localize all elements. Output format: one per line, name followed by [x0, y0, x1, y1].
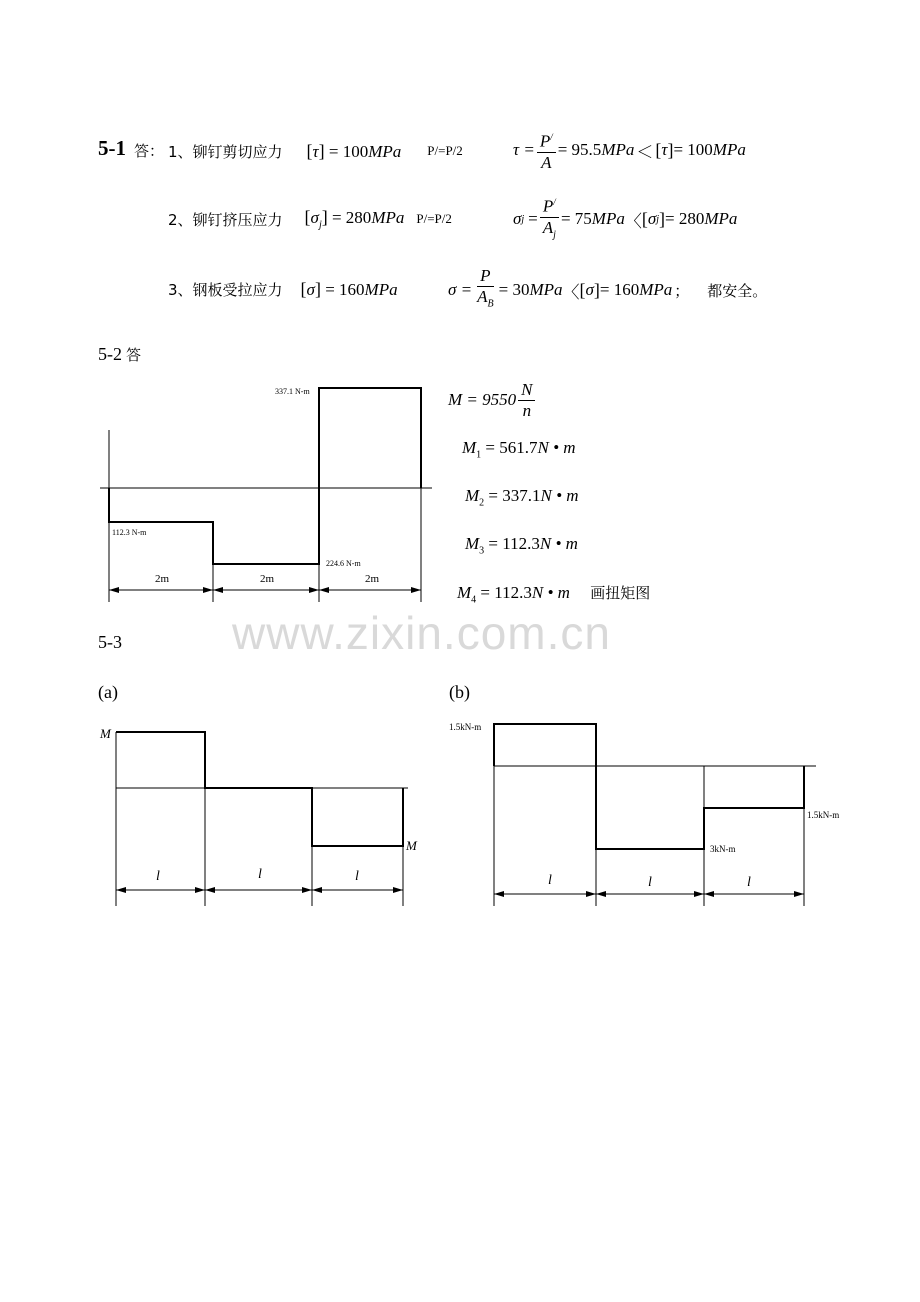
torque-profile — [109, 388, 421, 564]
diagram-a — [96, 720, 426, 910]
allow-shear: [τ] = 100MPa — [306, 140, 402, 161]
heading-5-1: 5-1 — [98, 136, 126, 160]
label-a: (a) — [98, 682, 118, 702]
p-relation-1: P/=P/2 — [427, 143, 463, 158]
label-b-mid: 3kN-m — [710, 844, 736, 854]
allow-bearing: $[\sigma_j] = 280MPa$ — [304, 207, 405, 231]
label-b-right: 1.5kN-m — [807, 810, 840, 820]
tensile-formula: σ = $\frac{P}{A_B}$ = 30 MPa 〈 [ σ ] = 160 MPa ； 都安全。 — [448, 265, 768, 310]
heading-5-2: 5-2 答 — [98, 344, 142, 364]
segment-a-3: l — [355, 869, 359, 884]
torque-m2: $M_2 = 337.1N$ • m — [465, 486, 579, 509]
allow-tensile: [σ] = 160MPa — [300, 278, 398, 299]
draw-torque-note: 画扭矩图 — [590, 584, 651, 602]
problem-5-1 — [98, 131, 818, 326]
shear-formula: τ = $\frac{P^/}{A}$ = 95.5 MPa ＜ [ τ ] = 100 MPa — [513, 122, 746, 178]
p-relation-2: P/=P/2 — [416, 211, 452, 226]
bearing-formula: σ j = $\frac{P^/}{A_j}$ = 75 MPa 〈 [ σ j ] = 280 MPa — [513, 191, 737, 247]
moment-profile-a — [116, 732, 403, 846]
segment-a-1: l — [156, 869, 160, 884]
line-tensile-stress — [168, 274, 398, 304]
answer-label: 答： — [134, 142, 165, 160]
torque-m4: $M_4 = 112.3N$ • m 画扭矩图 — [457, 583, 651, 606]
label-337: 337.1 N-m — [275, 387, 310, 396]
diagram-b — [446, 712, 866, 912]
moment-bottom-label: M — [406, 838, 417, 853]
segment-b-2: l — [648, 875, 652, 890]
heading-5-3: 5-3 — [98, 632, 122, 652]
label-112: 112.3 N-m — [112, 528, 147, 537]
power-torque-formula: M = 9550 $\frac{N}{n}$ — [448, 376, 537, 424]
torque-m1: $M_1 = 561.7N$ • m — [462, 438, 576, 461]
segment-b-1: l — [548, 873, 552, 888]
segment-3: 2m — [365, 573, 380, 585]
label-b: (b) — [449, 682, 470, 702]
watermark: www.zixin.com.cn — [232, 607, 611, 659]
moment-top-label: M — [100, 726, 111, 741]
label-b-top: 1.5kN-m — [449, 722, 482, 732]
segment-2: 2m — [260, 573, 275, 585]
line-shear-stress — [168, 136, 463, 166]
line-bearing-stress — [168, 204, 452, 234]
torque-m3: $M_3 = 112.3N$ • m — [465, 534, 578, 557]
segment-1: 2m — [155, 573, 170, 585]
bearing-label: 2、铆钉挤压应力 — [168, 210, 283, 229]
moment-profile-b — [494, 724, 804, 849]
segment-b-3: l — [747, 875, 751, 890]
torque-diagram — [100, 380, 440, 610]
label-224: 224.6 N-m — [326, 559, 361, 568]
segment-a-2: l — [258, 867, 262, 882]
shear-label: 1、铆钉剪切应力 — [168, 142, 283, 161]
tensile-label: 3、钢板受拉应力 — [168, 280, 283, 299]
conclusion-text: 都安全。 — [707, 281, 768, 300]
